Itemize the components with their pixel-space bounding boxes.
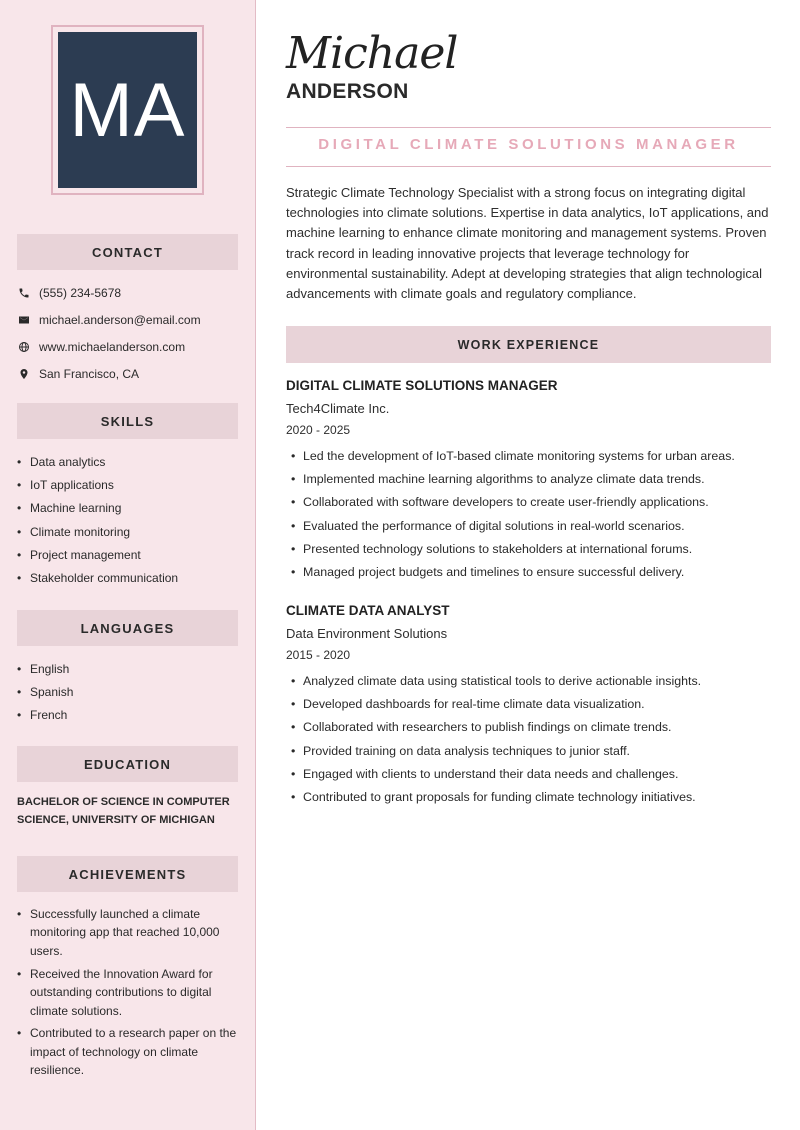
skill-item: • Stakeholder communication (17, 570, 178, 593)
contact-website[interactable] (17, 333, 247, 360)
language-item: • English (17, 661, 73, 684)
language-item: • French (17, 707, 73, 730)
first-name: Michael (286, 28, 458, 79)
language-item: • Spanish (17, 684, 73, 707)
sidebar (0, 0, 256, 1130)
contact-list (17, 279, 247, 387)
skills-list (17, 454, 178, 593)
job-bullet: • Evaluated the performance of digital solutions in real-world scenarios. (286, 518, 771, 541)
contact-phone-text: (555) 234-5678 (39, 285, 122, 300)
job-title: DIGITAL CLIMATE SOLUTIONS MANAGER (318, 136, 739, 153)
achievement-item: • Successfully launched a climate monitoring app that reached 10,000 users. (17, 905, 242, 960)
achievement-item: • Contributed to a research paper on the impact of technology on climate resilience. (17, 1024, 242, 1079)
skill-item: • Data analytics (17, 454, 178, 477)
contact-heading: CONTACT (17, 234, 238, 270)
education-degree: BACHELOR OF SCIENCE IN COMPUTER SCIENCE, UNIVERSITY OF MICHIGAN (17, 796, 230, 826)
languages-list (17, 661, 73, 731)
achievement-item: • Received the Innovation Award for outstanding contributions to digital climate solutions. (17, 965, 242, 1020)
skill-item: • Project management (17, 547, 178, 570)
job-bullet: • Developed dashboards for real-time climate data visualization. (286, 696, 771, 719)
achievements-heading: ACHIEVEMENTS (17, 856, 238, 892)
job-bullet: • Presented technology solutions to stakeholders at international forums. (286, 541, 771, 564)
job-bullet: • Implemented machine learning algorithms to analyze climate data trends. (286, 471, 771, 494)
job-bullet: • Collaborated with researchers to publish findings on climate trends. (286, 719, 771, 742)
globe-icon (17, 340, 31, 354)
title-rule-bottom (286, 166, 771, 167)
job-bullet: • Contributed to grant proposals for funding climate technology initiatives. (286, 789, 771, 812)
contact-email[interactable] (17, 306, 247, 333)
job-role: DIGITAL CLIMATE SOLUTIONS MANAGER (286, 378, 558, 393)
contact-website-text: www.michaelanderson.com (39, 339, 186, 354)
job-company: Tech4Climate Inc. (286, 401, 390, 416)
last-name: ANDERSON (286, 80, 409, 103)
job-dates: 2015 - 2020 (286, 648, 351, 662)
title-rule-top (286, 127, 771, 128)
job-bullet: • Provided training on data analysis techniques to junior staff. (286, 743, 771, 766)
achievements-list (17, 905, 242, 1084)
skill-item: • Climate monitoring (17, 524, 178, 547)
job-entry (286, 603, 771, 812)
job-entry (286, 378, 771, 587)
languages-heading: LANGUAGES (17, 610, 238, 646)
job-bullet: • Engaged with clients to understand their data needs and challenges. (286, 766, 771, 789)
contact-phone[interactable] (17, 279, 247, 306)
education-heading: EDUCATION (17, 746, 238, 782)
job-bullets (286, 673, 771, 812)
job-company: Data Environment Solutions (286, 626, 448, 641)
contact-location-text: San Francisco, CA (39, 366, 140, 381)
contact-email-text: michael.anderson@email.com (39, 312, 201, 327)
mail-icon (17, 313, 31, 327)
profile-summary: Strategic Climate Technology Specialist with a strong focus on integrating digital technologies into climate solutions. Expertise in data analytics, IoT applications, and machine learning to enhance climate monitoring and management systems. Proven track record in leading innovative projects that leverage technology for environmental sustainability. Adept at developing strategies that align technological advancements with climate goals and regulatory compliance. (286, 185, 769, 302)
work-experience-heading: WORK EXPERIENCE (286, 326, 771, 363)
job-bullet: • Led the development of IoT-based climate monitoring systems for urban areas. (286, 448, 771, 471)
job-bullet: • Collaborated with software developers to create user-friendly applications. (286, 494, 771, 517)
job-bullets (286, 448, 771, 587)
phone-icon (17, 286, 31, 300)
monogram-frame (51, 25, 204, 195)
skill-item: • IoT applications (17, 477, 178, 500)
job-bullet: • Analyzed climate data using statistical tools to derive actionable insights. (286, 673, 771, 696)
job-dates: 2020 - 2025 (286, 423, 351, 437)
job-role: CLIMATE DATA ANALYST (286, 603, 450, 618)
location-pin-icon (17, 367, 31, 381)
skills-heading: SKILLS (17, 403, 238, 439)
contact-location (17, 360, 247, 387)
job-bullet: • Managed project budgets and timelines to ensure successful delivery. (286, 564, 771, 587)
skill-item: • Machine learning (17, 500, 178, 523)
monogram: MA (58, 32, 197, 188)
